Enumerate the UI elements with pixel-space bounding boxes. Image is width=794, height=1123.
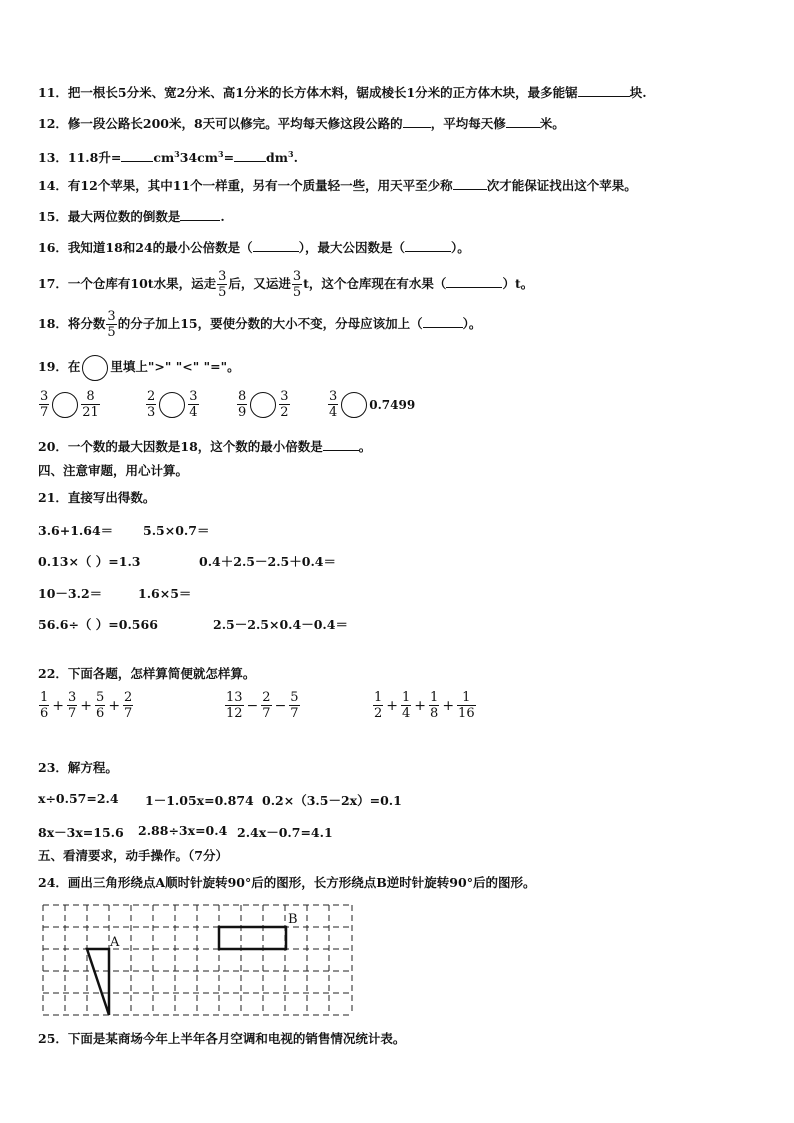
- operator: +: [386, 697, 399, 714]
- numerator: 3: [280, 389, 289, 404]
- denominator: 5: [292, 285, 302, 300]
- question-22-title: 22．下面各题，怎样算简便就怎样算。: [38, 666, 256, 681]
- denominator: 9: [238, 405, 247, 420]
- question-text: ）。: [462, 316, 482, 331]
- answer-blank[interactable]: [323, 438, 359, 451]
- point-a-label: A: [110, 935, 120, 950]
- answer-blank[interactable]: [403, 115, 431, 128]
- numerator: 1: [430, 690, 439, 705]
- compare-item: [236, 389, 291, 420]
- expression-2: [224, 690, 301, 721]
- question-20: [38, 438, 371, 455]
- question-text: t，这个仓库现在有水果（: [303, 276, 447, 291]
- section-heading: 四、注意审题，用心计算。: [38, 463, 189, 478]
- numerator: 3: [329, 389, 338, 404]
- numerator: 2: [124, 690, 133, 705]
- operator: −: [246, 697, 259, 714]
- operator: +: [414, 697, 427, 714]
- question-24-title: 24．画出三角形绕点A顺时针旋转90°后的图形，长方形绕点B逆时针旋转90°后的图形。: [38, 875, 536, 890]
- denominator: 7: [124, 706, 133, 721]
- compare-circle[interactable]: [250, 392, 276, 418]
- calc-item: 3.6+1.64＝: [38, 523, 114, 538]
- denominator: 7: [68, 706, 77, 721]
- question-18: [38, 306, 481, 342]
- numerator: 8: [238, 389, 247, 404]
- compare-item: [38, 389, 101, 420]
- question-text: 米。: [539, 116, 565, 131]
- answer-blank[interactable]: [405, 239, 451, 252]
- numerator: 2: [262, 690, 271, 705]
- denominator: 5: [218, 285, 227, 300]
- decimal-value: 0.7499: [369, 397, 416, 412]
- fraction: [261, 690, 271, 721]
- fraction: [39, 389, 49, 420]
- question-text: .: [293, 150, 298, 166]
- question-16: [38, 239, 470, 256]
- denominator: 4: [329, 405, 338, 420]
- question-14: [38, 177, 637, 194]
- question-text: 20．一个数的最大因数是18，这个数的最小倍数是: [38, 439, 323, 454]
- triangle-shape: [87, 949, 109, 1015]
- question-12: [38, 115, 565, 132]
- denominator: 2: [374, 706, 383, 721]
- question-21-title: 21．直接写出得数。: [38, 490, 156, 505]
- answer-blank[interactable]: [506, 115, 540, 128]
- numerator: 1: [462, 690, 471, 705]
- numerator: 3: [40, 389, 49, 404]
- question-text: 次才能保证找出这个苹果。: [486, 178, 637, 193]
- question-text: 后，又运进: [228, 276, 291, 291]
- denominator: 4: [189, 405, 198, 420]
- calc-item: 10－3.2＝: [38, 586, 103, 601]
- numerator: 1: [40, 690, 49, 705]
- fraction: [146, 389, 156, 420]
- numerator: 3: [68, 690, 77, 705]
- compare-circle[interactable]: [159, 392, 185, 418]
- fraction: [373, 690, 383, 721]
- numerator: 3: [292, 269, 302, 284]
- question-text: ）t。: [502, 276, 534, 291]
- operator: +: [52, 697, 65, 714]
- question-text: 12．修一段公路长200米，8天可以修完。平均每天修这段公路的: [38, 116, 403, 131]
- equation: x÷0.57=2.4: [38, 791, 119, 806]
- equation: 1－1.05x=0.874: [145, 793, 254, 808]
- fraction: [429, 690, 439, 721]
- answer-blank[interactable]: [423, 315, 463, 328]
- fraction: [237, 389, 247, 420]
- unit-text: cm: [153, 150, 175, 166]
- fraction: [292, 269, 302, 300]
- question-text: ）。: [450, 240, 470, 255]
- denominator: 7: [290, 706, 299, 721]
- numerator: 13: [226, 690, 243, 705]
- grid-figure: [40, 902, 360, 1020]
- denominator: 6: [40, 706, 49, 721]
- compare-item: [327, 389, 415, 420]
- denominator: 7: [40, 405, 49, 420]
- question-text: 34cm: [179, 150, 218, 166]
- denominator: 21: [82, 405, 99, 420]
- denominator: 8: [430, 706, 439, 721]
- superscript: 3: [217, 149, 224, 159]
- expression-1: [38, 690, 134, 721]
- question-text: 14．有12个苹果，其中11个一样重，另有一个质量轻一些，用天平至少称: [38, 178, 453, 193]
- fraction: [401, 690, 411, 721]
- answer-blank[interactable]: [578, 84, 630, 97]
- fraction: [217, 269, 227, 300]
- question-text: 16．我知道18和24的最小公倍数是（: [38, 240, 253, 255]
- calc-item: 0.4＋2.5－2.5＋0.4＝: [199, 554, 336, 569]
- question-text: 块.: [629, 85, 647, 100]
- fraction: [123, 690, 133, 721]
- operator: +: [108, 697, 121, 714]
- question-17: [38, 266, 533, 302]
- compare-circle-icon: [82, 355, 108, 381]
- question-text: 19．在: [38, 359, 81, 374]
- rectangle-shape: [219, 927, 286, 949]
- equation: 8x－3x=15.6: [38, 825, 124, 840]
- numerator: 3: [218, 269, 227, 284]
- answer-blank[interactable]: [453, 177, 487, 190]
- answer-blank[interactable]: [253, 239, 299, 252]
- denominator: 2: [280, 405, 289, 420]
- question-text: 15．最大两位数的倒数是: [38, 209, 181, 224]
- question-text: 里填上">" "<" "="。: [110, 359, 240, 374]
- question-text: 的分子加上15，要使分数的大小不变，分母应该加上（: [117, 316, 423, 331]
- answer-blank[interactable]: [446, 275, 502, 288]
- numerator: 1: [374, 690, 383, 705]
- superscript: 3: [174, 149, 180, 159]
- compare-item: [145, 389, 200, 420]
- denominator: 5: [107, 325, 116, 340]
- denominator: 16: [458, 706, 475, 721]
- question-19: [38, 354, 240, 381]
- superscript: 3: [288, 149, 294, 159]
- operator: +: [442, 697, 455, 714]
- question-25-title: 25．下面是某商场今年上半年各月空调和电视的销售情况统计表。: [38, 1031, 406, 1046]
- fraction: [457, 690, 476, 721]
- fraction: [225, 690, 244, 721]
- denominator: 7: [262, 706, 271, 721]
- question-text: =: [223, 150, 235, 166]
- question-text: 18．将分数: [38, 316, 106, 331]
- calc-item: 1.6×5＝: [138, 586, 192, 601]
- equation: 0.2×（3.5－2x）=0.1: [262, 793, 402, 808]
- answer-blank[interactable]: [234, 149, 266, 162]
- numerator: 1: [402, 690, 411, 705]
- question-text: .: [220, 209, 225, 224]
- compare-circle[interactable]: [341, 392, 367, 418]
- question-text: ），最大公因数是（: [298, 240, 405, 255]
- expression-3: [372, 690, 477, 721]
- numerator: 3: [107, 309, 116, 324]
- fraction: [81, 389, 100, 420]
- fraction: [39, 690, 49, 721]
- compare-circle[interactable]: [52, 392, 78, 418]
- question-15: [38, 208, 225, 225]
- numerator: 8: [86, 389, 95, 404]
- operator: +: [80, 697, 93, 714]
- question-13: [38, 146, 298, 166]
- calc-item: 2.5－2.5×0.4－0.4＝: [213, 617, 348, 632]
- numerator: 5: [96, 690, 105, 705]
- equation: 2.4x－0.7=4.1: [237, 825, 333, 840]
- question-23-title: 23．解方程。: [38, 760, 118, 775]
- question-text: 13．11.8升=: [38, 150, 122, 166]
- numerator: 2: [147, 389, 156, 404]
- numerator: 5: [290, 690, 299, 705]
- denominator: 12: [226, 706, 243, 721]
- fraction: [328, 389, 338, 420]
- fraction: [67, 690, 77, 721]
- question-text: ，平均每天修: [430, 116, 506, 131]
- calc-item: 0.13×（ ）=1.3: [38, 554, 141, 569]
- denominator: 6: [96, 706, 105, 721]
- calc-item: 56.6÷（ ）=0.566: [38, 617, 158, 632]
- numerator: 3: [189, 389, 198, 404]
- question-text: 11．把一根长5分米、宽2分米、高1分米的长方体木料，锯成棱长1分米的正方体木块，最多能锯: [38, 85, 578, 100]
- fraction: [188, 389, 198, 420]
- fraction: [289, 690, 299, 721]
- question-text: 。: [358, 439, 372, 454]
- denominator: 3: [147, 405, 156, 420]
- calc-item: 5.5×0.7＝: [143, 523, 210, 538]
- unit-text: dm: [266, 150, 289, 166]
- section-heading: 五、看清要求，动手操作。（7分）: [38, 848, 228, 863]
- fraction: [106, 309, 116, 340]
- denominator: 4: [402, 706, 411, 721]
- answer-blank[interactable]: [180, 208, 220, 221]
- question-11: [38, 84, 647, 101]
- operator: −: [274, 697, 287, 714]
- fraction: [95, 690, 105, 721]
- point-b-label: B: [288, 912, 298, 927]
- fraction: [279, 389, 289, 420]
- question-text: 17．一个仓库有10t水果，运走: [38, 276, 217, 291]
- answer-blank[interactable]: [121, 149, 153, 162]
- equation: 2.88÷3x=0.4: [138, 823, 228, 838]
